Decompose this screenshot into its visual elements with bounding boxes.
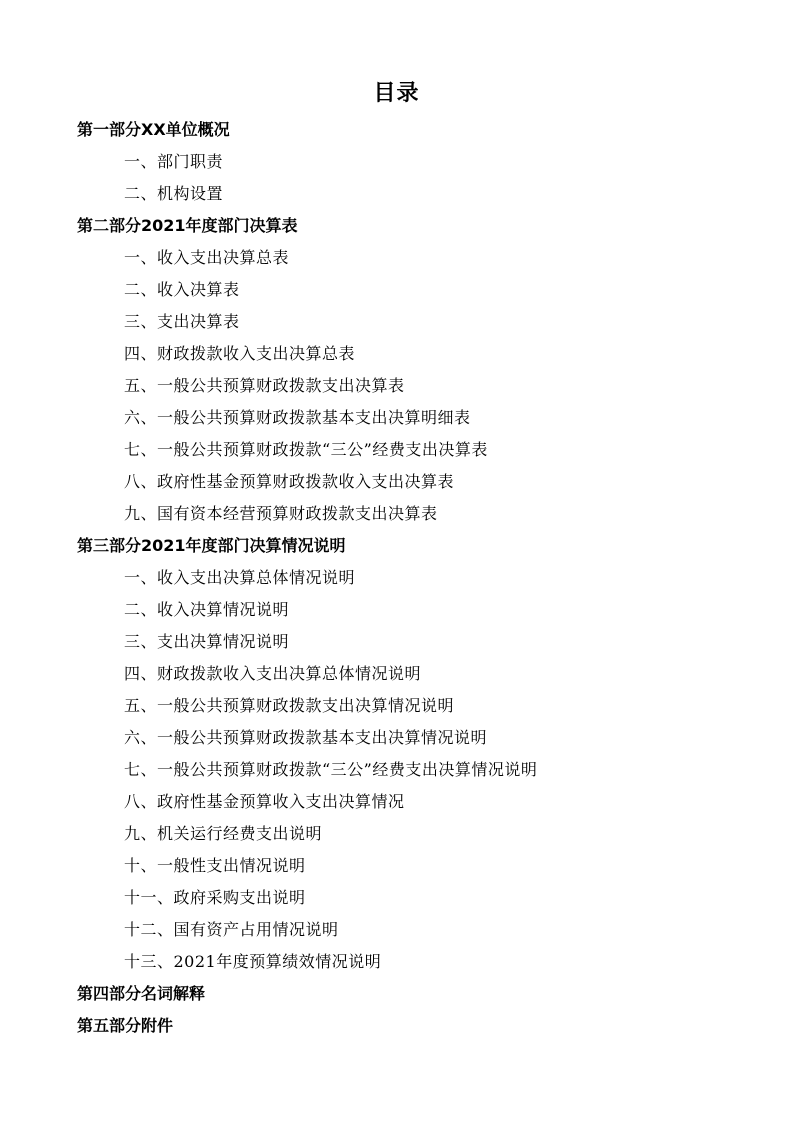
toc-item: 七、一般公共预算财政拨款“三公”经费支出决算情况说明 (124, 760, 538, 779)
toc-item: 七、一般公共预算财政拨款“三公”经费支出决算表 (124, 440, 488, 459)
toc-item: 九、机关运行经费支出说明 (124, 824, 323, 843)
toc-item: 五、一般公共预算财政拨款支出决算表 (124, 376, 405, 395)
toc-item: 一、收入支出决算总体情况说明 (124, 568, 356, 587)
toc-item: 十三、2021年度预算绩效情况说明 (124, 952, 382, 971)
toc-item: 一、收入支出决算总表 (124, 248, 290, 267)
toc-item: 五、一般公共预算财政拨款支出决算情况说明 (124, 696, 455, 715)
page-title: 目录 (373, 81, 420, 106)
table-of-contents (0, 114, 793, 1042)
toc-item: 六、一般公共预算财政拨款基本支出决算明细表 (124, 408, 471, 427)
toc-item: 四、财政拨款收入支出决算总体情况说明 (124, 664, 422, 683)
toc-item: 十一、政府采购支出说明 (124, 888, 306, 907)
toc-item: 二、收入决算表 (124, 280, 240, 299)
toc-item: 二、收入决算情况说明 (124, 600, 290, 619)
toc-item: 八、政府性基金预算财政拨款收入支出决算表 (124, 472, 455, 491)
toc-item: 三、支出决算情况说明 (124, 632, 290, 651)
toc-part-heading: 第二部分2021年度部门决算表 (77, 216, 298, 235)
toc-part-heading: 第四部分名词解释 (77, 984, 206, 1003)
toc-item: 二、机构设置 (124, 184, 224, 203)
toc-item: 八、政府性基金预算收入支出决算情况 (124, 792, 405, 811)
toc-item: 四、财政拨款收入支出决算总表 (124, 344, 356, 363)
toc-part-heading: 第三部分2021年度部门决算情况说明 (77, 536, 346, 555)
toc-item: 十二、国有资产占用情况说明 (124, 920, 339, 939)
toc-part-heading: 第五部分附件 (77, 1016, 174, 1035)
toc-item: 三、支出决算表 (124, 312, 240, 331)
toc-part-heading: 第一部分XX单位概况 (77, 120, 230, 139)
toc-item: 九、国有资本经营预算财政拨款支出决算表 (124, 504, 438, 523)
toc-item: 一、部门职责 (124, 152, 224, 171)
toc-item: 六、一般公共预算财政拨款基本支出决算情况说明 (124, 728, 488, 747)
toc-item: 十、一般性支出情况说明 (124, 856, 306, 875)
